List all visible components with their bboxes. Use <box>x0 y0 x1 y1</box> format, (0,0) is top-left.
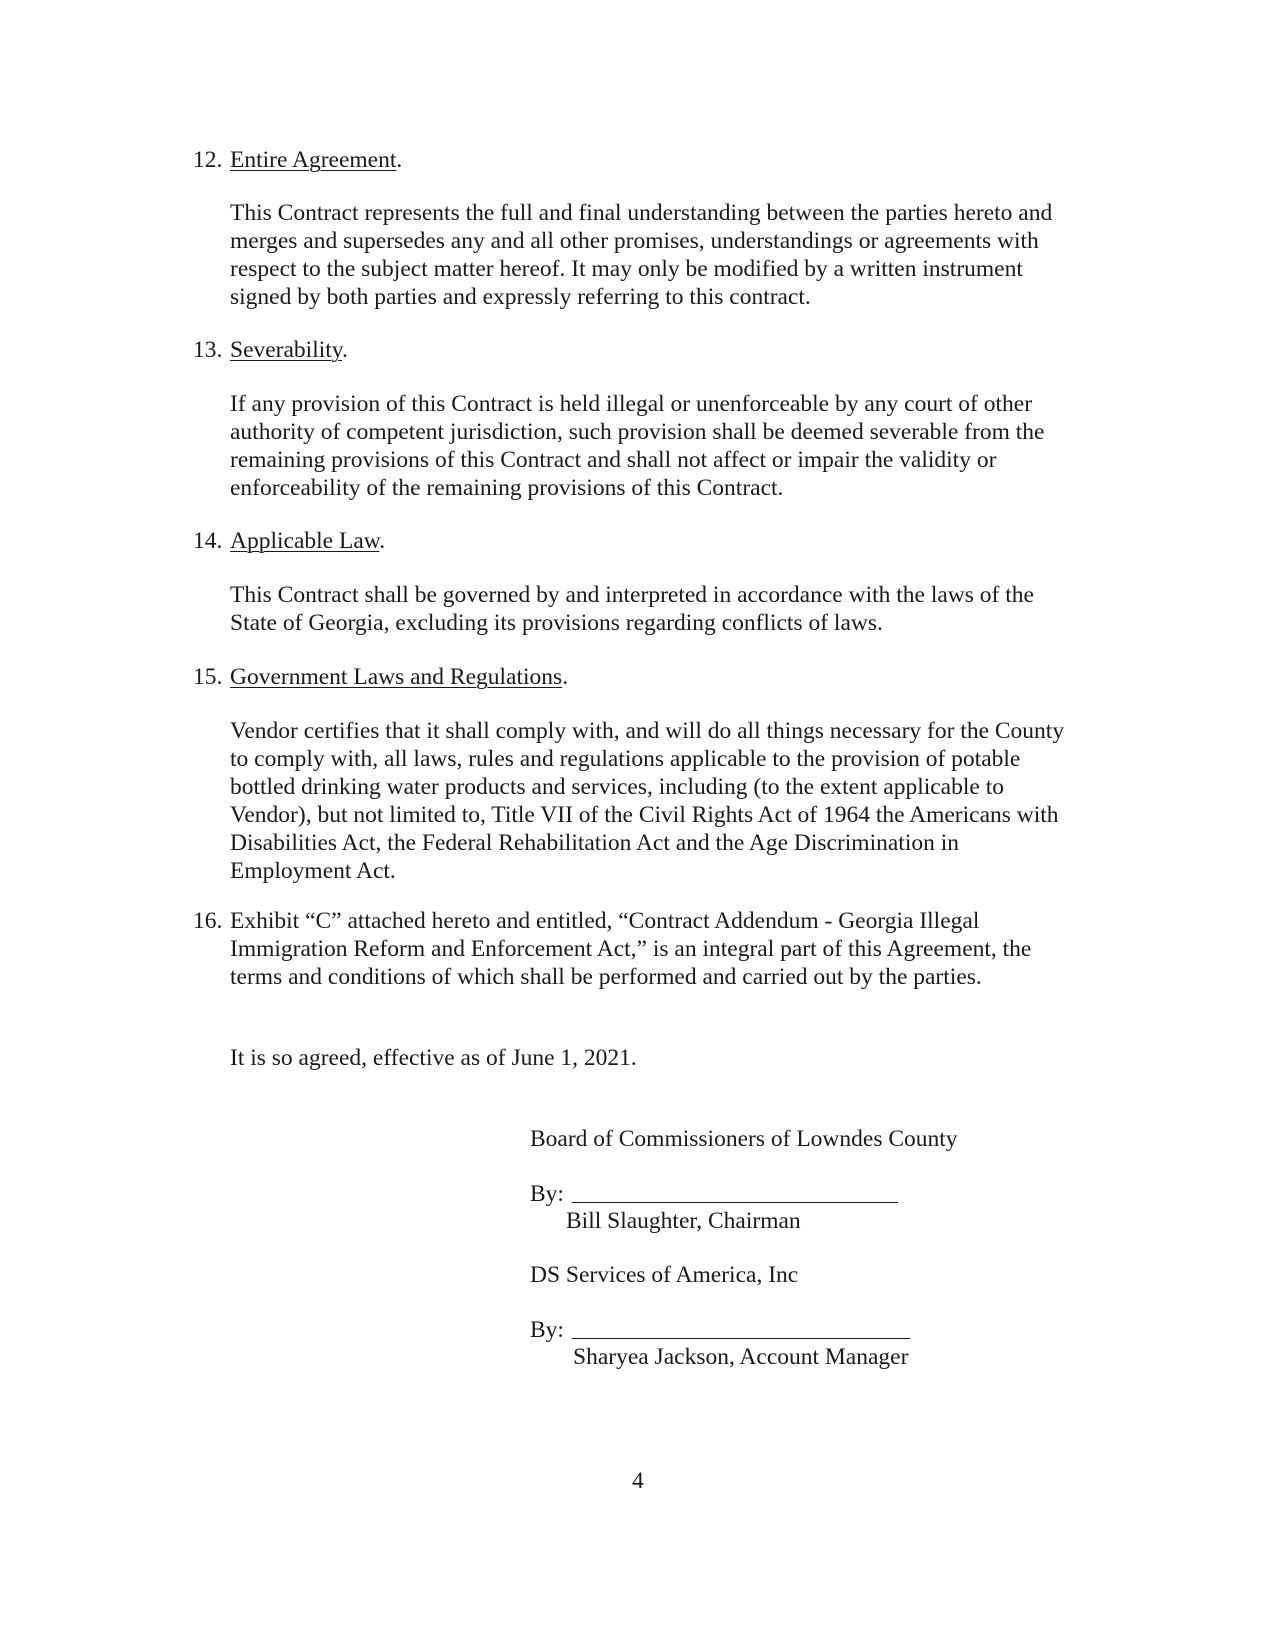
section-13-heading <box>193 336 348 364</box>
section-number: 16. <box>193 908 223 934</box>
signature-by-label: By: <box>530 1181 564 1207</box>
signature-by-label: By: <box>530 1317 564 1343</box>
signature-line[interactable] <box>572 1202 898 1203</box>
signatory-name: Bill Slaughter, Chairman <box>566 1208 801 1234</box>
paragraph-line: This Contract represents the full and final understanding between the parties hereto and <box>230 200 1053 226</box>
section-number: 12. <box>193 147 223 173</box>
page-number: 4 <box>632 1468 644 1494</box>
paragraph-line: respect to the subject matter hereof. It may only be modified by a written instrument <box>230 256 1023 282</box>
paragraph-line: Employment Act. <box>230 858 396 884</box>
closing-statement: It is so agreed, effective as of June 1, 2021. <box>230 1045 637 1071</box>
heading-period: . <box>562 664 569 690</box>
paragraph-line: Vendor certifies that it shall comply with, and will do all things necessary for the County <box>230 718 1065 744</box>
paragraph-line: State of Georgia, excluding its provisions regarding conflicts of laws. <box>230 610 883 636</box>
section-number: 14. <box>193 528 223 554</box>
paragraph-line: merges and supersedes any and all other promises, understandings or agreements with <box>230 228 1039 254</box>
paragraph-line: enforceability of the remaining provisions of this Contract. <box>230 475 784 501</box>
paragraph-line: Vendor), but not limited to, Title VII of the Civil Rights Act of 1964 the Americans with <box>230 802 1059 828</box>
section-15-body <box>230 717 1130 885</box>
signature-party: DS Services of America, Inc <box>530 1262 799 1288</box>
paragraph-line: Disabilities Act, the Federal Rehabilitation Act and the Age Discrimination in <box>230 830 960 856</box>
section-title: Applicable Law <box>230 528 380 554</box>
paragraph-line: This Contract shall be governed by and interpreted in accordance with the laws of the <box>230 582 1034 608</box>
paragraph-line: signed by both parties and expressly referring to this contract. <box>230 284 811 310</box>
paragraph-line: authority of competent jurisdiction, such provision shall be deemed severable from the <box>230 419 1045 445</box>
paragraph-line: If any provision of this Contract is held illegal or unenforceable by any court of other <box>230 391 1033 417</box>
paragraph-line: Immigration Reform and Enforcement Act,” is an integral part of this Agreement, the <box>230 936 1032 962</box>
heading-period: . <box>396 147 403 173</box>
heading-period: . <box>379 528 386 554</box>
section-title: Government Laws and Regulations <box>230 664 563 690</box>
section-15-heading <box>193 663 568 691</box>
paragraph-line: remaining provisions of this Contract and shall not affect or impair the validity or <box>230 447 997 473</box>
signature-line[interactable] <box>572 1338 910 1339</box>
section-number: 13. <box>193 337 223 363</box>
paragraph-line: to comply with, all laws, rules and regulations applicable to the provision of potable <box>230 746 1021 772</box>
section-12-body <box>230 199 1130 311</box>
paragraph-line: Exhibit “C” attached hereto and entitled, “Contract Addendum - Georgia Illegal <box>230 908 980 934</box>
signature-party: Board of Commissioners of Lowndes County <box>530 1126 958 1152</box>
signatory-name: Sharyea Jackson, Account Manager <box>573 1344 909 1370</box>
section-14-body <box>230 581 1130 637</box>
paragraph-line: bottled drinking water products and services, including (to the extent applicable to <box>230 774 1004 800</box>
section-title: Entire Agreement <box>230 147 397 173</box>
section-14-heading <box>193 527 385 555</box>
section-12-heading <box>193 146 402 174</box>
section-number: 15. <box>193 664 223 690</box>
paragraph-line: terms and conditions of which shall be performed and carried out by the parties. <box>230 964 982 990</box>
section-title: Severability <box>230 337 343 363</box>
heading-period: . <box>342 337 348 363</box>
section-13-body <box>230 390 1130 502</box>
section-16-body <box>230 907 1130 991</box>
